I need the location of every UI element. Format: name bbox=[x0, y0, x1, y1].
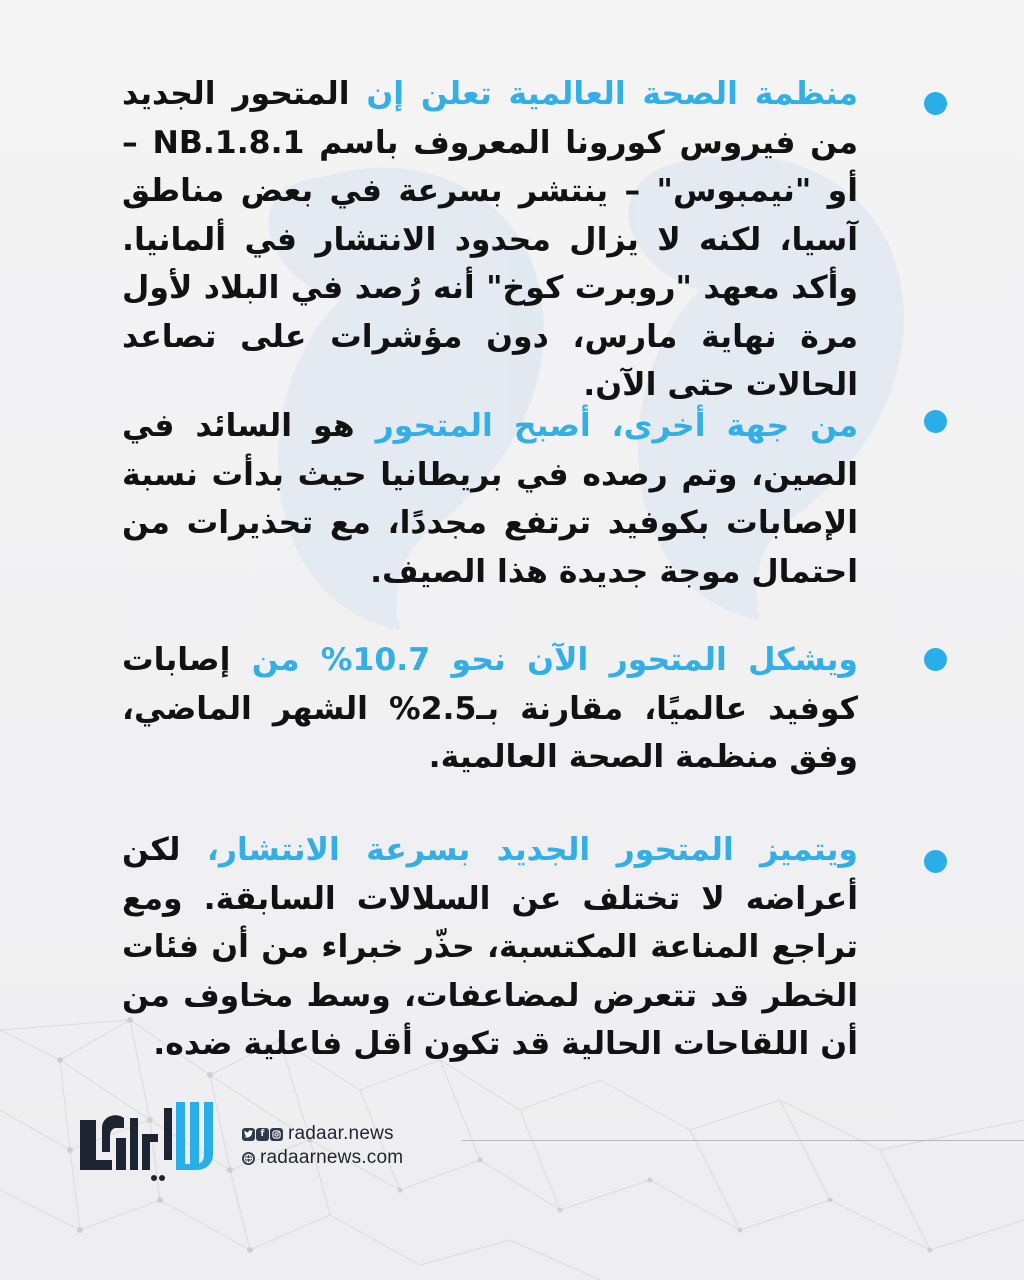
social-icons bbox=[242, 1128, 283, 1141]
social-handle-row[interactable] bbox=[242, 1122, 442, 1146]
paragraph-4 bbox=[122, 826, 858, 1069]
website-row[interactable] bbox=[242, 1146, 442, 1170]
paragraph-2 bbox=[122, 402, 858, 596]
footer-contacts bbox=[242, 1122, 442, 1170]
paragraph-1-text: المتحور الجديد من فيروس كورونا المعروف باسم NB.1.8.1 – أو "نيمبوس" – ينتشر بسرعة في بعض مناطق آسيا، لكنه لا يزال محدود الانتشار في ألمانيا. وأكد معهد "روبرت كوخ" أنه رُصد في البلاد لأول مرة نهاية مارس، دون مؤشرات على تصاعد الحالات حتى الآن. bbox=[122, 76, 858, 403]
paragraph-1 bbox=[122, 70, 858, 410]
instagram-icon[interactable] bbox=[270, 1128, 283, 1141]
footer-divider bbox=[462, 1140, 1024, 1141]
brand-logo bbox=[72, 1098, 224, 1190]
facebook-icon[interactable]: f bbox=[256, 1128, 269, 1141]
social-handle: radaar.news bbox=[288, 1123, 394, 1144]
bullet-icon bbox=[924, 648, 947, 671]
paragraph-3 bbox=[122, 636, 858, 782]
globe-icon[interactable] bbox=[242, 1152, 255, 1165]
paragraph-2-highlight: من جهة أخرى، أصبح المتحور bbox=[375, 408, 858, 444]
web-icon-wrap bbox=[242, 1152, 255, 1165]
paragraph-3-text: إصابات كوفيد عالميًا، مقارنة بـ2.5% الشهر الماضي، وفق منظمة الصحة العالمية. bbox=[122, 642, 858, 775]
bullet-icon bbox=[924, 92, 947, 115]
paragraph-4-highlight: ويتميز المتحور الجديد بسرعة الانتشار، bbox=[206, 832, 858, 868]
paragraph-4-text: لكن أعراضه لا تختلف عن السلالات السابقة. ومع تراجع المناعة المكتسبة، حذّر خبراء من أن فئات الخطر قد تتعرض لمضاعفات، وسط مخاوف من أن اللقاحات الحالية قد تكون أقل فاعلية ضده. bbox=[122, 832, 858, 1062]
website-url: radaarnews.com bbox=[260, 1147, 404, 1168]
paragraph-1-highlight: منظمة الصحة العالمية تعلن إن bbox=[366, 76, 858, 112]
paragraph-3-highlight: ويشكل المتحور الآن نحو 10.7% من bbox=[251, 642, 858, 678]
bullet-icon bbox=[924, 850, 947, 873]
twitter-icon[interactable] bbox=[242, 1128, 255, 1141]
bullet-icon bbox=[924, 410, 947, 433]
paragraph-2-text: هو السائد في الصين، وتم رصده في بريطانيا حيث بدأت نسبة الإصابات بكوفيد ترتفع مجددًا، مع تحذيرات من احتمال موجة جديدة هذا الصيف. bbox=[122, 408, 858, 590]
